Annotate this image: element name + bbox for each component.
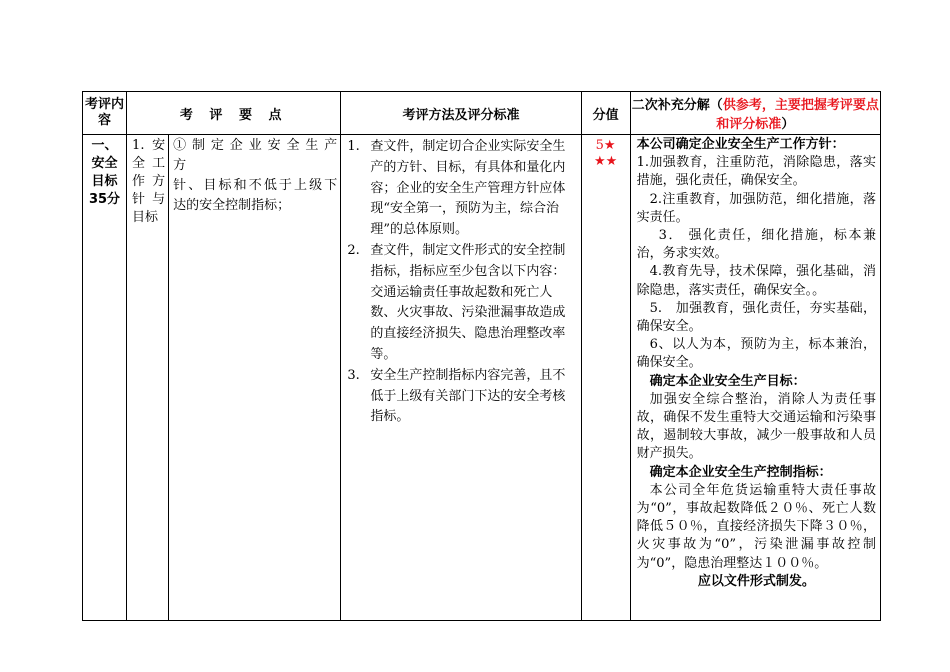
score-cell [581,135,630,621]
closing-note: 应以文件形式制发。 [697,573,815,589]
policy-item: 3． 强化责任，细化措施，标本兼治，务求实效。 [636,228,876,262]
point-line: ① 制 定 企 业 安 全 生 产 方 [173,138,338,173]
point-line: 全 工 [132,156,166,171]
method-number: 2. [347,242,360,258]
policy-item: 4.教育先导，技术保障，强化基础，消除隐患，落实责任，确保安全。。 [636,264,876,298]
method-text: 安全生产控制指标内容完善，且不低于上级有关部门下达的安全考核指标。 [370,367,566,425]
point-line: 针 与 [132,192,166,207]
method-item [347,366,574,428]
method-text: 查文件，制定文件形式的安全控制指标，指标应至少包含以下内容：交通运输责任事故起数和死亡人数、火灾事故、污染泄漏事故造成的直接经济损失、隐患治理整改率等。 [370,242,566,362]
section-cell [83,135,127,621]
policy-item: 6、以人为本，预防为主，标本兼治，确保安全。 [636,337,876,371]
section-line: 35分 [88,192,121,207]
section-line: 一、 [91,138,118,153]
header-supplement-note: 供参考，主要把握考评要点和评分标准 [716,98,879,132]
header-score: 分值 [581,92,630,135]
evaluation-table [82,91,881,621]
method-number: 1. [347,139,360,154]
table-row [83,135,881,621]
point-level1-cell [127,135,169,621]
supplement-cell [630,135,880,621]
point-line: 目标 [132,210,159,225]
method-number: 3. [347,367,360,383]
point-line: 作 方 [132,174,166,189]
policy-heading: 本公司确定企业安全生产工作方针： [636,137,845,152]
goal-text: 加强安全综合整治，消除人为责任事故，确保不发生重特大交通运输和污染事故，遏制较大事故，减少一般事故和人员财产损失。 [636,391,876,462]
goal-heading: 确定本企业安全生产目标： [649,373,806,389]
point-level2-cell [169,135,341,621]
method-text: 查文件，制定切合企业实际安全生产的方针、目标，有具体和量化内容；企业的安全生产管理方针应体现“安全第一，预防为主，综合治理”的总体原则。 [370,139,566,238]
header-method: 考评方法及评分标准 [341,92,581,135]
header-points: 考 评 要 点 [127,92,341,135]
point-line: 1. 安 [132,138,166,153]
section-line: 目标 [91,174,118,189]
section-line: 安全 [91,156,118,171]
indicator-heading: 确定本企业安全生产控制指标： [649,464,832,480]
policy-item: 5. 加强教育，强化责任，夯实基础，确保安全。 [636,300,876,335]
header-supplement: 二次补充分解（供参考，主要把握考评要点和评分标准） [630,92,880,135]
method-item [347,137,574,241]
header-row [83,92,881,135]
header-content: 考评内容 [83,92,127,135]
point-line: 达的安全控制指标； [173,198,291,213]
point-line: 针、目标和不低于上级下 [173,178,338,193]
indicator-text: 本公司全年危货运输重特大责任事故为“0”，事故起数降低２０％、死亡人数降低５０％，直接经济损失下降３０％，火灾事故为“0”，污染泄漏事故控制为“0”，隐患治理整达１００％。 [636,482,876,571]
score-value: 5★ [595,138,616,153]
score-stars: ★★ [593,154,618,169]
policy-item: 1.加强教育，注重防范，消除隐患，落实措施，强化责任，确保安全。 [636,155,876,189]
policy-item: 2.注重教育，加强防范，细化措施，落实责任。 [636,191,876,225]
method-item [347,241,574,366]
method-cell [341,135,581,621]
